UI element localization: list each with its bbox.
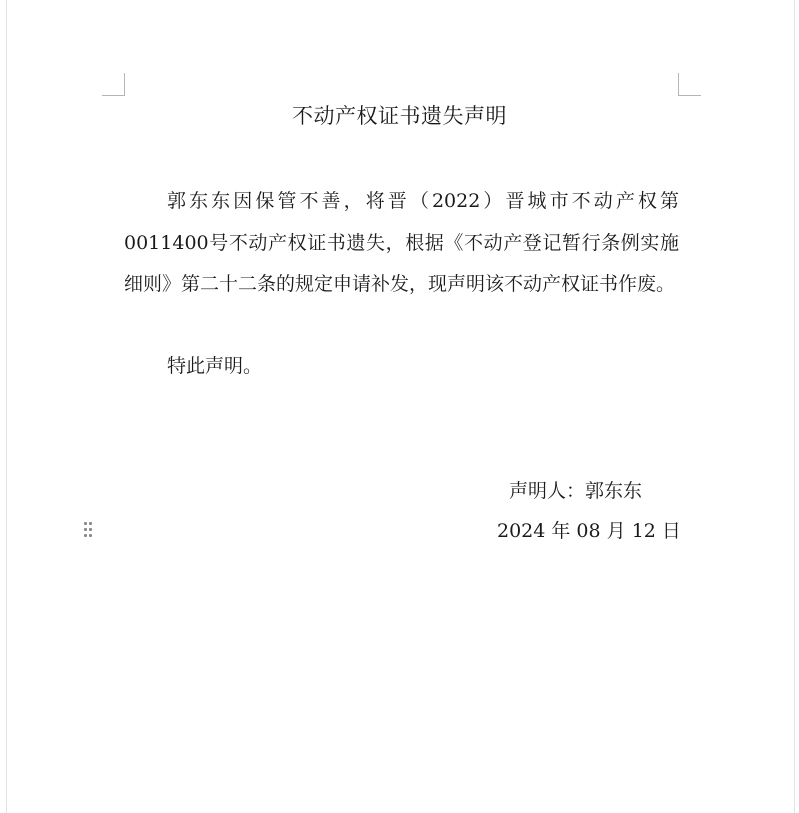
margin-corner-mark-top-left: [102, 73, 125, 96]
declarant-line[interactable]: 声明人：郭东东: [509, 480, 643, 502]
document-title[interactable]: 不动产权证书遗失声明: [292, 104, 507, 128]
date-line[interactable]: 2024 年 08 月 12 日: [497, 520, 681, 542]
drag-handle-icon[interactable]: [84, 522, 94, 538]
margin-corner-mark-top-right: [678, 73, 701, 96]
body-paragraph[interactable]: 郭东东因保管不善，将晋（2022）晋城市不动产权第0011400号不动产权证书遗失，根据《不动产登记暂行条例实施细则》第二十二条的规定申请补发，现声明该不动产权证书作废。: [124, 190, 679, 295]
closing-paragraph[interactable]: 特此声明。: [167, 355, 263, 377]
